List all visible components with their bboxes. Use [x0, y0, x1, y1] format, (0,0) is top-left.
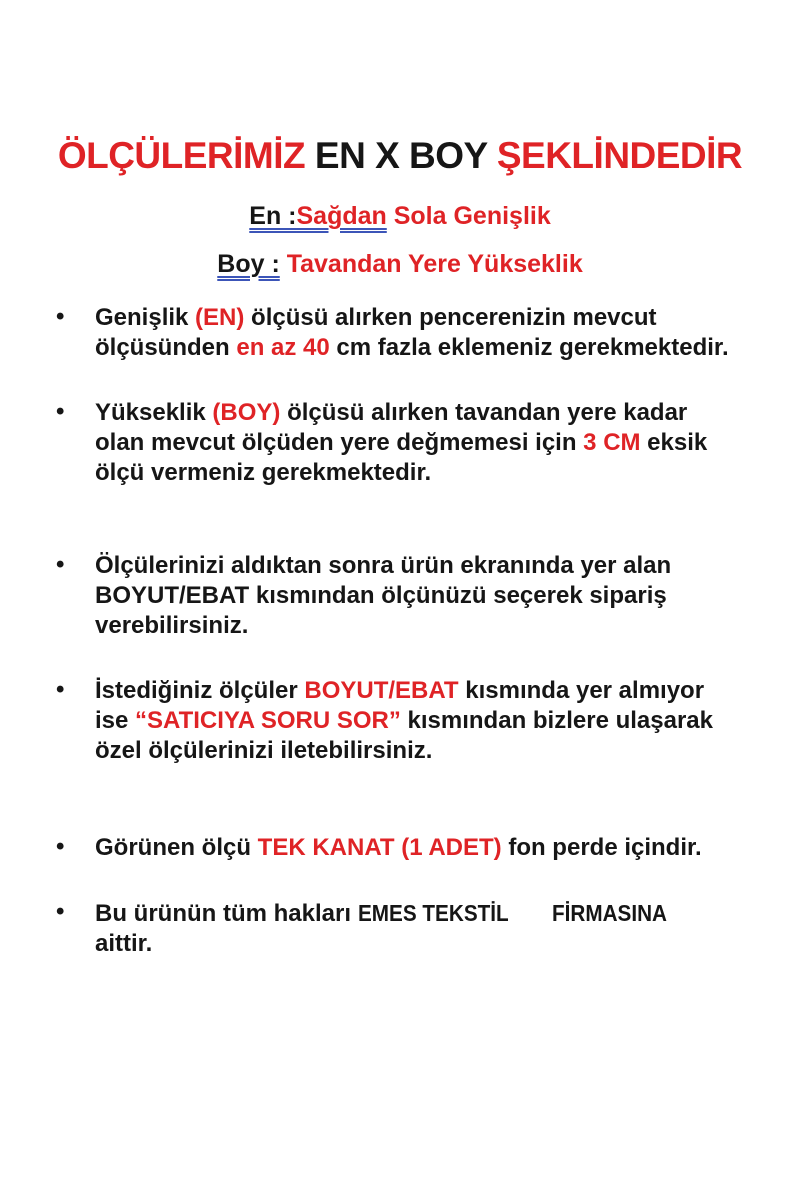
bullet-text [95, 677, 713, 764]
text-segment: Tavandan Yere Yükseklik [279, 250, 583, 278]
text-segment: BOYUT/EBAT kısmından ölçünüzü seçerek sipariş [95, 582, 667, 609]
text-segment: İstediğiniz ölçüler [95, 677, 305, 704]
text-segment: En : [249, 202, 297, 230]
text-segment: kısmından bizlere ulaşarak [400, 707, 713, 734]
text-segment: Yükseklik [95, 399, 213, 426]
text-segment: özel ölçülerinizi iletebilirsiniz. [95, 737, 433, 764]
text-segment: cm fazla eklemeniz gerekmektedir. [329, 334, 729, 361]
text-segment: EMES TEKSTİL [357, 900, 509, 926]
text-segment: en az 40 [236, 334, 330, 361]
text-segment: Bu ürünün tüm hakları [95, 900, 358, 927]
text-segment: 3 CM [583, 429, 641, 456]
text-segment: ise [95, 707, 136, 734]
text-segment [525, 900, 552, 927]
text-segment: Sola Genişlik [386, 202, 551, 230]
width-definition-line [0, 200, 800, 232]
bullet-marker: • [56, 303, 65, 330]
text-segment: ölçüsü alırken tavandan yere kadar [280, 399, 688, 426]
text-segment: ölçüsü alırken pencerenizin mevcut [244, 304, 657, 331]
text-segment: verebilirsiniz. [95, 612, 249, 639]
bullet-text [95, 399, 707, 486]
text-segment: eksik [640, 429, 708, 456]
text-segment: ŞEKLİNDEDİR [496, 135, 743, 176]
bullet-marker: • [56, 898, 65, 925]
bullet-text [95, 304, 729, 361]
text-segment: kısmında yer almıyor [458, 677, 705, 704]
text-segment: fon perde içindir. [501, 834, 702, 861]
page-title [0, 134, 800, 178]
text-segment: Görünen ölçü [95, 834, 258, 861]
bullet-marker: • [56, 551, 65, 578]
bullet-marker: • [56, 833, 65, 860]
bullet-item-height-rule [56, 398, 775, 488]
bullet-text [95, 900, 680, 957]
bullet-marker: • [56, 398, 65, 425]
text-segment: Ölçülerinizi aldıktan sonra ürün ekranında yer alan [95, 552, 672, 579]
text-segment: Genişlik [95, 304, 196, 331]
text-segment: (BOY) [212, 399, 281, 426]
bullet-item-custom-size [56, 676, 775, 766]
bullet-marker: • [56, 676, 65, 703]
bullet-item-order-instructions [56, 551, 775, 641]
bullet-item-width-rule [56, 303, 775, 363]
text-segment: TEK KANAT (1 ADET) [257, 834, 502, 861]
text-segment: ölçüsünden [95, 334, 237, 361]
text-segment: aittir. [95, 930, 153, 957]
text-segment: ölçü vermeniz gerekmektedir. [95, 459, 432, 486]
text-segment: olan mevcut ölçüden yere değmemesi için [95, 429, 584, 456]
bullet-item-single-panel-note [56, 833, 775, 863]
bullet-text [95, 834, 702, 861]
text-segment: ÖLÇÜLERİMİZ [57, 135, 315, 176]
text-segment: EN X BOY [314, 135, 497, 176]
text-segment: Sağdan [296, 202, 387, 230]
text-segment: FİRMASINA [551, 900, 667, 926]
text-segment: Boy : [217, 250, 280, 278]
text-segment: “SATICIYA SORU SOR” [135, 707, 401, 734]
text-segment: (EN) [195, 304, 245, 331]
text-segment: BOYUT/EBAT [304, 677, 459, 704]
height-definition-line [0, 248, 800, 280]
bullet-item-copyright [56, 898, 775, 959]
bullet-text [95, 552, 671, 639]
